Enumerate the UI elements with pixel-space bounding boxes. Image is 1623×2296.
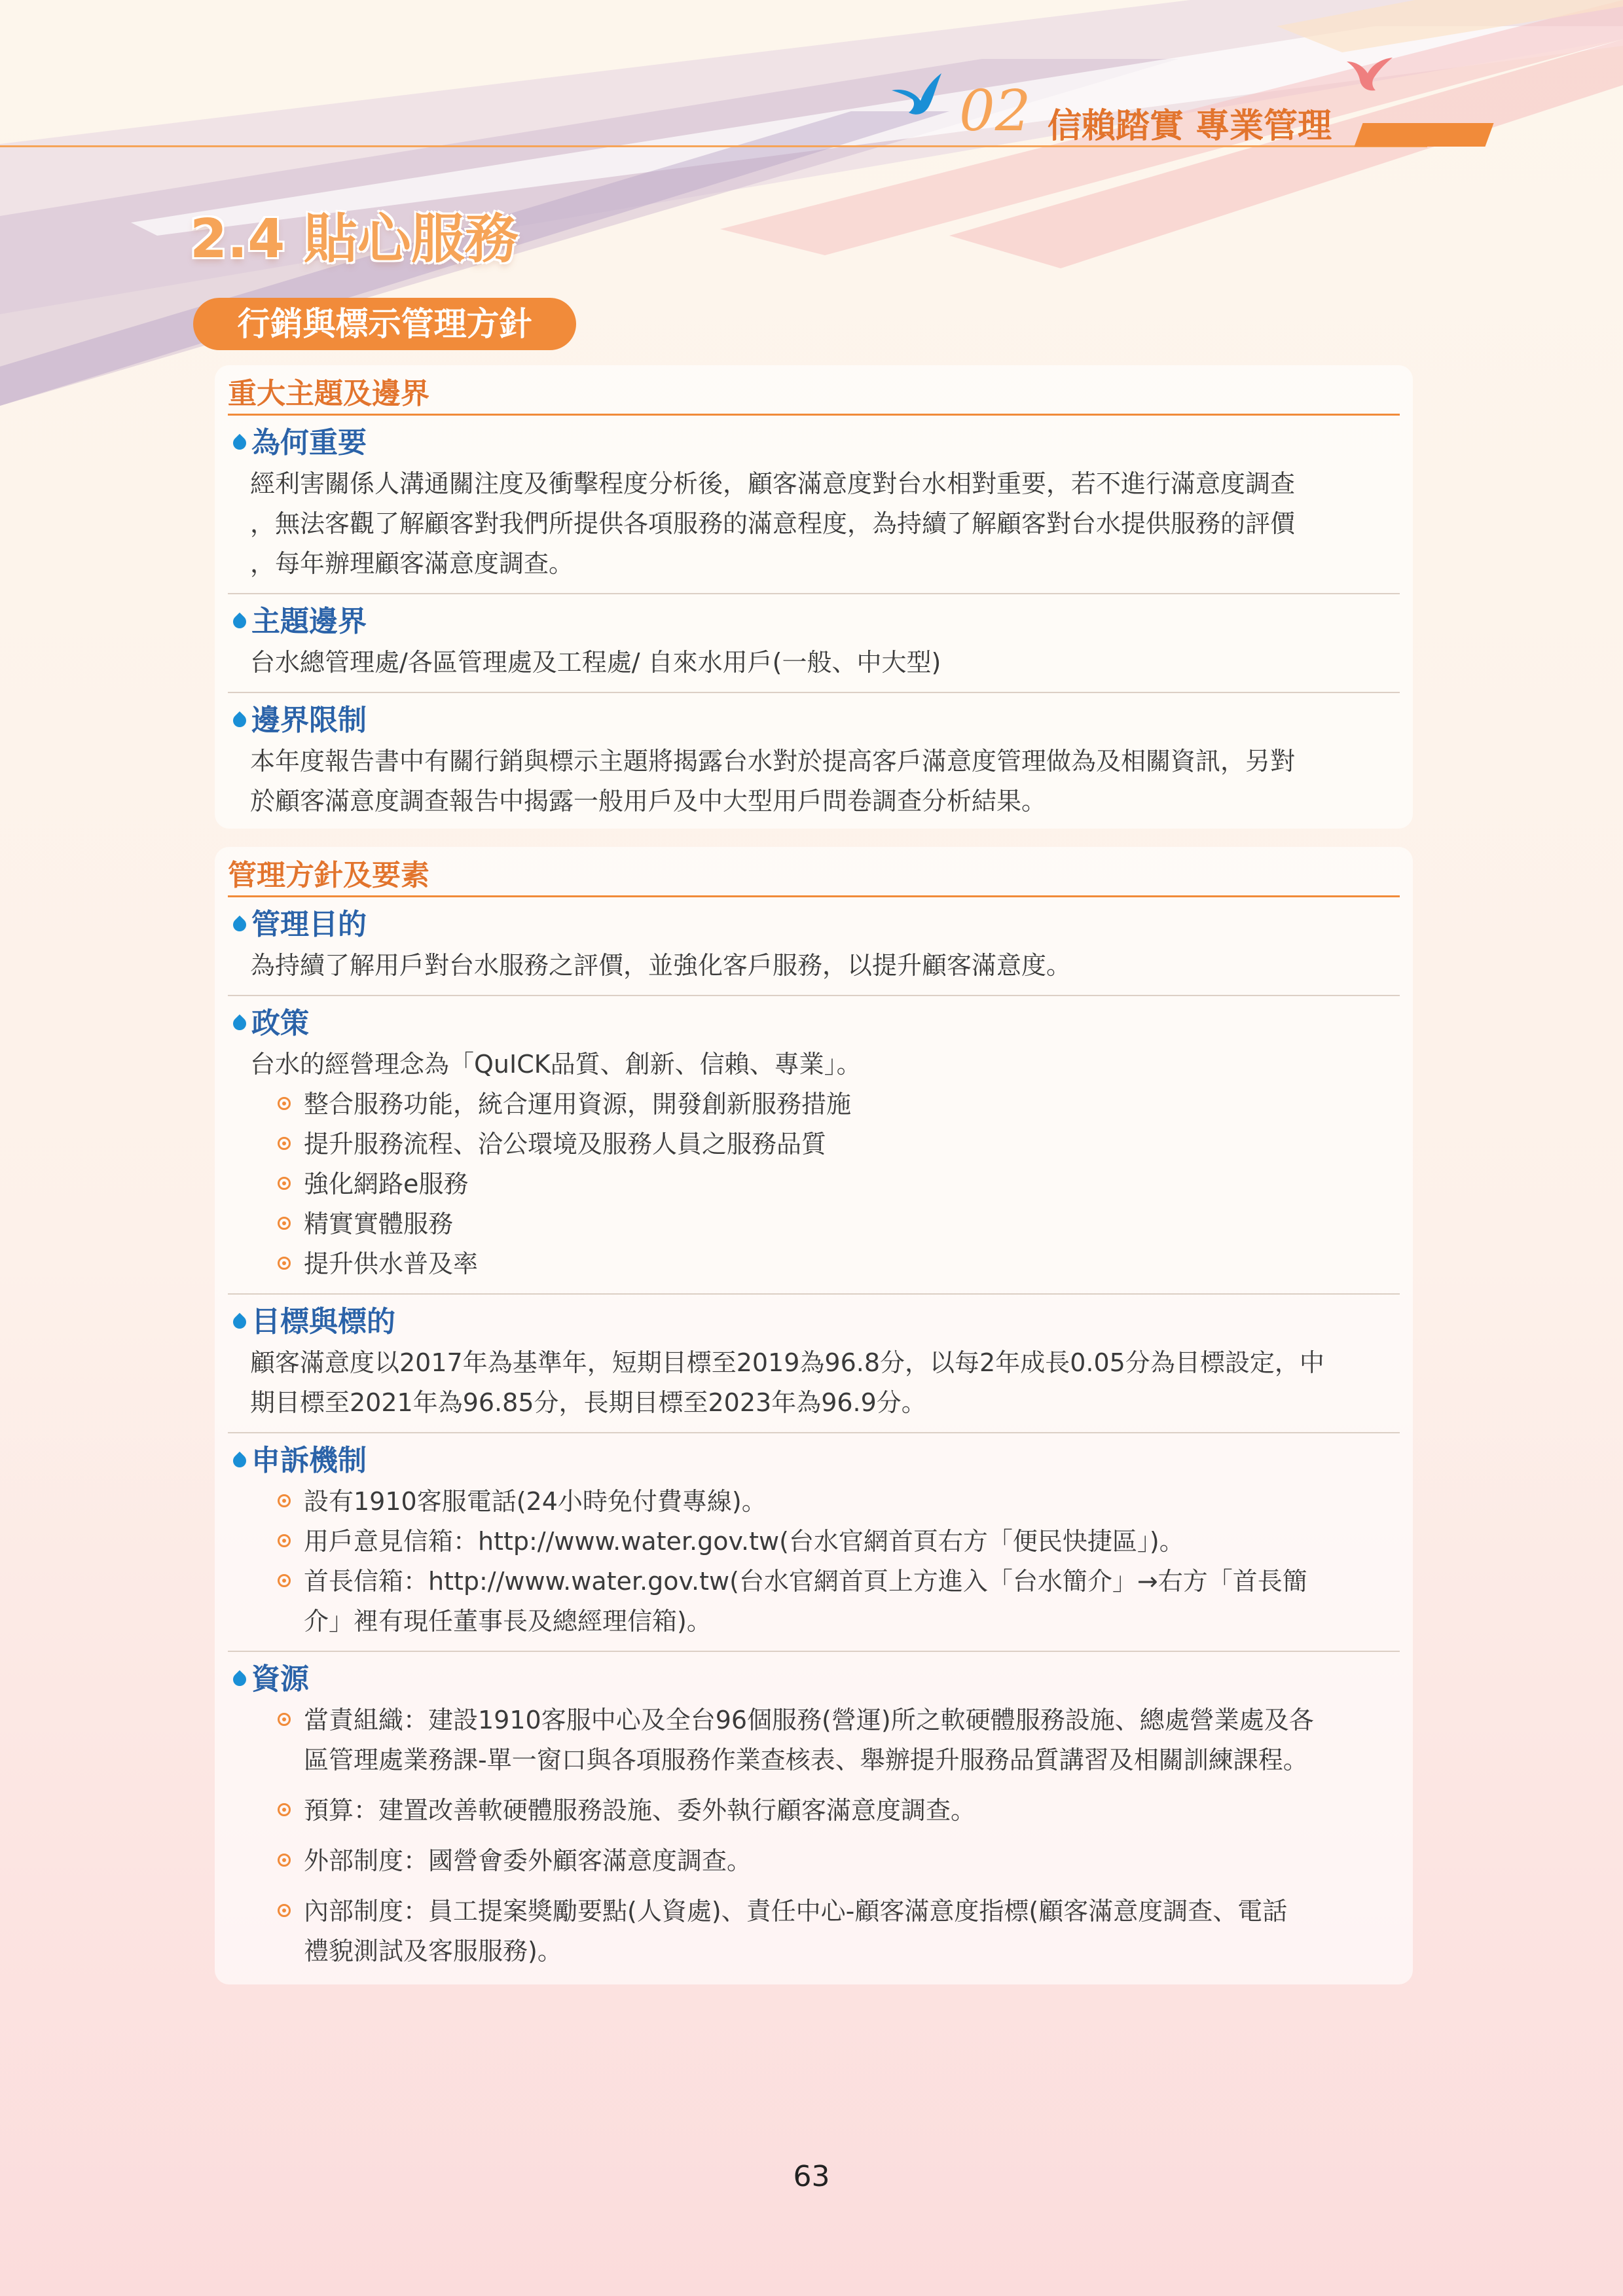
header-accent-bar: [1354, 123, 1493, 147]
card-heading: 管理方針及要素: [228, 847, 1400, 897]
section-body: [228, 1343, 1400, 1423]
management-approach-card: [215, 847, 1413, 1984]
section-title: 邊界限制: [251, 704, 367, 737]
list-item: 外部制度：國營會委外顧客滿意度調查。: [304, 1841, 1400, 1881]
list-item: 用戶意見信箱：http://www.water.gov.tw(台水官網首頁右方「便民快捷區」)。: [304, 1522, 1400, 1562]
list-item: 提升供水普及率: [304, 1244, 1400, 1284]
card-heading: 重大主題及邊界: [228, 365, 1400, 416]
section-title: 為何重要: [251, 426, 367, 459]
section-title: 管理目的: [251, 908, 367, 941]
bullet-icon: [278, 1097, 291, 1110]
policy-intro: 台水的經營理念為「QuICK品質、創新、信賴、專業」。: [250, 1050, 862, 1079]
section-body: 為持續了解用戶對台水服務之評價，並強化客戶服務，以提升顧客滿意度。: [250, 951, 1072, 980]
why-important-section: [228, 416, 1400, 594]
list-item: 提升服務流程、洽公環境及服務人員之服務品質: [304, 1124, 1400, 1164]
page-title: 2.4 貼心服務: [190, 208, 519, 270]
list-item: 當責組織：建設1910客服中心及全台96個服務(營運)所之軟硬體服務設施、總處營業處及各 區管理處業務課-單一窗口與各項服務作業查核表、舉辦提升服務品質講習及相關訓練課程。: [304, 1700, 1400, 1780]
list-item: 設有1910客服電話(24小時免付費專線)。: [304, 1482, 1400, 1522]
policy-list: [228, 1085, 1400, 1284]
section-pill: 行銷與標示管理方針: [193, 298, 576, 350]
bullet-icon: [278, 1803, 291, 1816]
bullet-icon: [278, 1854, 291, 1867]
chapter-title: 信賴踏實 專業管理: [1048, 107, 1332, 146]
water-drop-icon: [230, 613, 249, 631]
topic-boundary-section: [228, 594, 1400, 693]
pink-swallow-icon: [1345, 54, 1394, 93]
list-item: 預算：建置改善軟硬體服務設施、委外執行顧客滿意度調查。: [304, 1791, 1400, 1831]
body-line: 本年度報告書中有關行銷與標示主題將揭露台水對於提高客戶滿意度管理做為及相關資訊，另對: [250, 747, 1296, 776]
boundary-limits-section: [228, 693, 1400, 831]
bullet-icon: [278, 1574, 291, 1587]
resources-list: [228, 1700, 1400, 1971]
water-drop-icon: [230, 1014, 249, 1033]
resources-section: [228, 1652, 1400, 1981]
bullet-icon: [278, 1217, 291, 1230]
complaint-mechanism-section: [228, 1433, 1400, 1652]
water-drop-icon: [230, 916, 249, 934]
chapter-number: 02: [959, 79, 1031, 144]
list-item: 強化網路e服務: [304, 1164, 1400, 1204]
page-number: 63: [793, 2160, 830, 2193]
bullet-icon: [278, 1713, 291, 1726]
body-line: 經利害關係人溝通關注度及衝擊程度分析後，顧客滿意度對台水相對重要，若不進行滿意度調查: [250, 469, 1296, 498]
bullet-icon: [278, 1257, 291, 1270]
list-item: 整合服務功能，統合運用資源，開發創新服務措施: [304, 1085, 1400, 1124]
list-item: 首長信箱：http://www.water.gov.tw(台水官網首頁上方進入「台水簡介」→右方「首長簡 介」裡有現任董事長及總經理信箱)。: [304, 1562, 1400, 1641]
body-line: 期目標至2021年為96.85分，長期目標至2023年為96.9分。: [250, 1388, 926, 1417]
body-line: 台水總管理處/各區管理處及工程處/ 自來水用戶(一般、中大型): [250, 648, 941, 677]
water-drop-icon: [230, 1670, 249, 1689]
section-title: 目標與標的: [251, 1305, 395, 1338]
body-line: ，每年辦理顧客滿意度調查。: [250, 549, 574, 578]
complaint-list: [228, 1482, 1400, 1641]
water-drop-icon: [230, 1452, 249, 1470]
list-item: 精實實體服務: [304, 1204, 1400, 1244]
bullet-icon: [278, 1494, 291, 1507]
section-body: [228, 643, 1400, 683]
section-body: [228, 464, 1400, 584]
water-drop-icon: [230, 1313, 249, 1331]
body-line: 顧客滿意度以2017年為基準年，短期目標至2019為96.8分，以每2年成長0.05分為目標設定，中: [250, 1348, 1324, 1377]
section-title: 主題邊界: [251, 605, 367, 638]
material-topics-card: [215, 365, 1413, 829]
body-line: 於顧客滿意度調查報告中揭露一般用戶及中大型用戶問卷調查分析結果。: [250, 787, 1047, 816]
bullet-icon: [278, 1904, 291, 1917]
blue-swallow-icon: [890, 71, 943, 118]
water-drop-icon: [230, 711, 249, 730]
bullet-icon: [278, 1534, 291, 1547]
management-goal-section: [228, 897, 1400, 996]
section-title: 申訴機制: [251, 1444, 367, 1477]
bullet-icon: [278, 1137, 291, 1150]
section-title: 政策: [251, 1007, 309, 1040]
body-line: ，無法客觀了解顧客對我們所提供各項服務的滿意程度，為持續了解顧客對台水提供服務的評價: [250, 509, 1296, 538]
policy-section: [228, 996, 1400, 1295]
section-title: 資源: [251, 1662, 309, 1696]
targets-section: [228, 1295, 1400, 1433]
water-drop-icon: [230, 434, 249, 452]
bullet-icon: [278, 1177, 291, 1190]
list-item: 內部制度：員工提案獎勵要點(人資處)、責任中心-顧客滿意度指標(顧客滿意度調查、電話 禮貌測試及客服服務)。: [304, 1892, 1400, 1971]
section-body: [228, 742, 1400, 821]
